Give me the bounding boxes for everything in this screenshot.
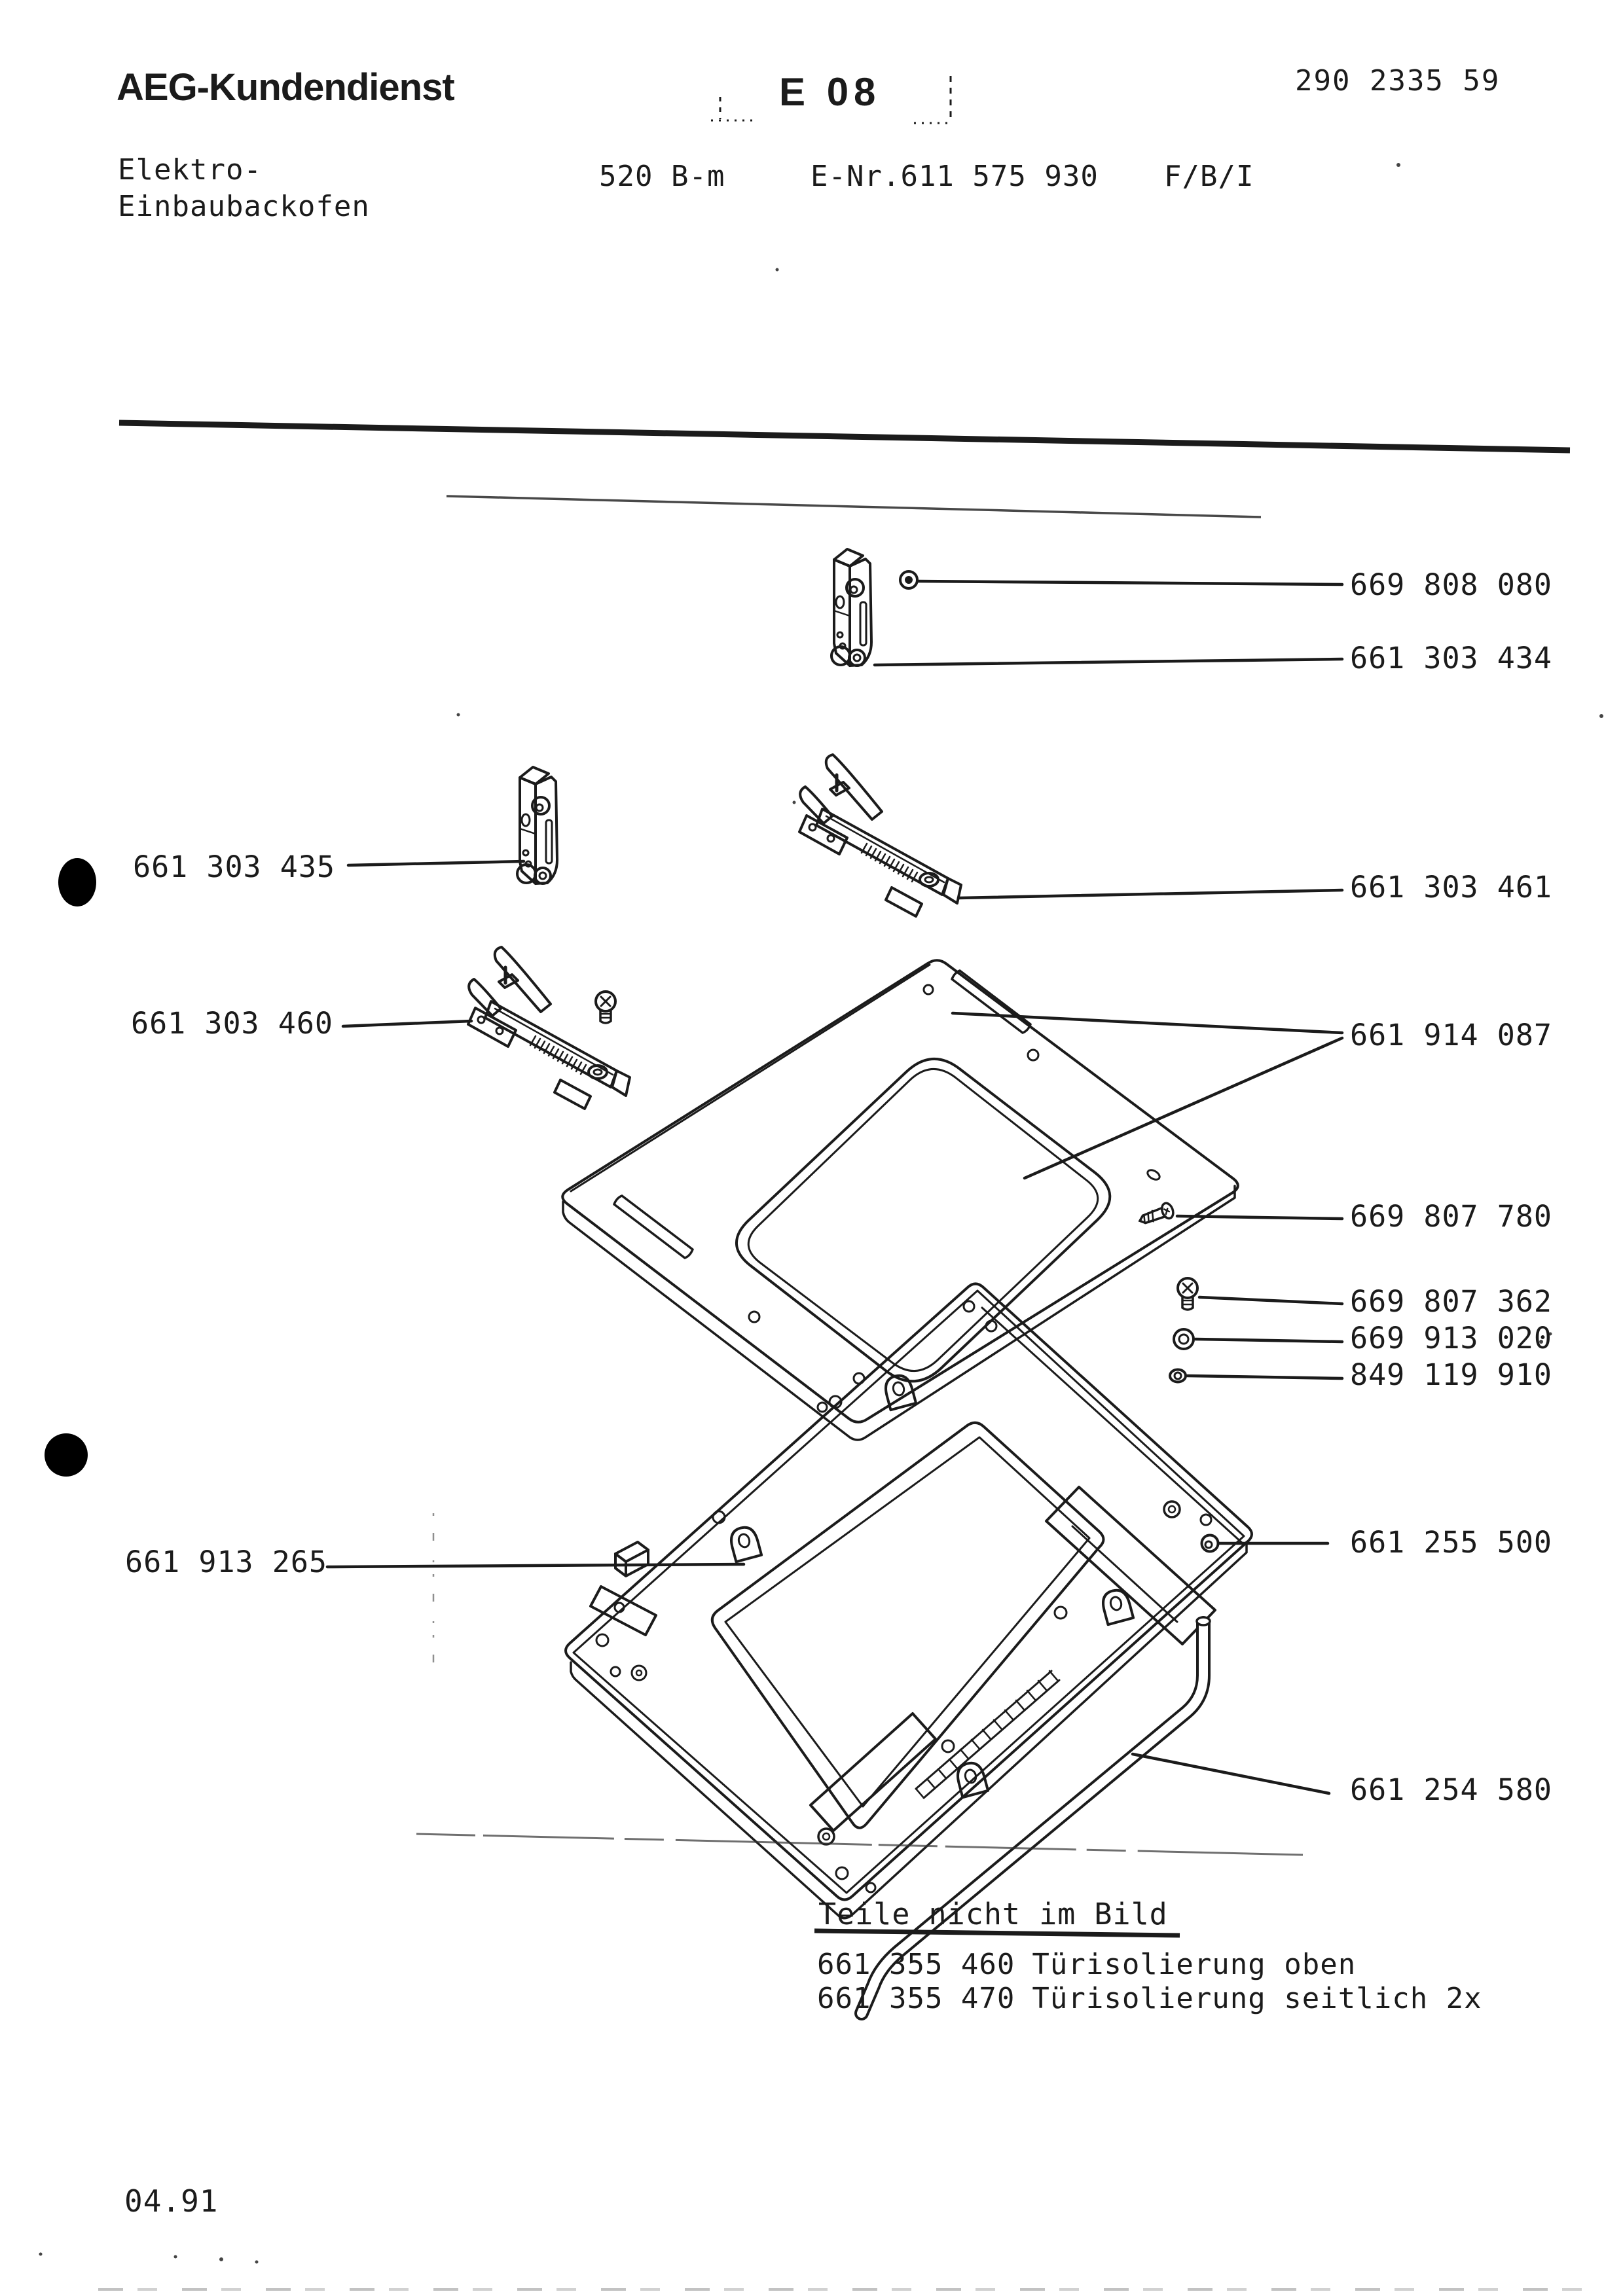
hinge-pocket-right [1046, 1487, 1215, 1644]
leader-661303461 [958, 890, 1342, 898]
window-frame-outer [737, 1059, 1110, 1381]
mounting-tab [1100, 1587, 1133, 1624]
brand-title: AEG-Kundendienst [117, 66, 454, 109]
leader-669807362 [1199, 1297, 1342, 1304]
seal-hatch-ticks [916, 1671, 1057, 1798]
hinge-arm-right [799, 755, 961, 916]
screw-icon-669807780 [1137, 1202, 1175, 1229]
part-label: 661 254 580 [1350, 1772, 1553, 1807]
country-codes: F/B/I [1164, 160, 1254, 193]
part-label: 661 255 500 [1350, 1525, 1553, 1560]
nut-icon-661255500 [1202, 1535, 1218, 1552]
part-label: 849 119 910 [1350, 1357, 1553, 1392]
hinge-pocket-bottom [811, 1713, 936, 1892]
door-outer-panel [562, 960, 1238, 1440]
not-in-picture-title: Teile nicht im Bild [818, 1897, 1168, 1931]
panel-slot-hole [1146, 1168, 1161, 1181]
part-label: 669 807 780 [1350, 1199, 1553, 1234]
np-part-description: Türisolierung oben [1032, 1948, 1357, 1981]
frame-hole [964, 1301, 974, 1312]
leader-669808080 [918, 581, 1342, 584]
rod-end-cap [1197, 1617, 1210, 1625]
leader-849119910 [1188, 1376, 1342, 1378]
not-in-picture-item [817, 1982, 1482, 2015]
page-code: E 08 [779, 70, 881, 114]
hinge-bracket-top [831, 549, 871, 666]
part-label: 661 303 434 [1350, 641, 1553, 675]
panel-thickness-edge [563, 1186, 1235, 1440]
frame-outline [566, 1284, 1252, 1900]
screw-icon-hinge [596, 992, 615, 1023]
latch-block [591, 1542, 656, 1680]
washer-icon-849119910 [1170, 1370, 1186, 1382]
header-rule-thin [447, 496, 1261, 517]
rivet-icon [900, 571, 917, 588]
leader-661303460 [343, 1021, 471, 1026]
part-label: 661 303 460 [131, 1006, 334, 1041]
glass-opening-outer [712, 1423, 1104, 1828]
panel-hole [818, 1403, 827, 1412]
hinge-bracket-left [517, 767, 557, 884]
frame-thickness-edge [571, 1542, 1247, 1918]
edition-date: 04.91 [124, 2183, 219, 2219]
punch-hole-bottom [45, 1433, 88, 1477]
model-number: 520 B-m [599, 160, 725, 193]
np-part-number: 661 355 470 [817, 1982, 1015, 2015]
part-label: 661 913 265 [125, 1545, 328, 1579]
header-rules [119, 423, 1570, 517]
frame-hole [1055, 1607, 1067, 1619]
part-label: 669 808 080 [1350, 567, 1553, 602]
mounting-tab [728, 1524, 761, 1562]
not-in-picture-underline [814, 1931, 1180, 1935]
part-label: 669 913 020 [1350, 1321, 1553, 1355]
leader-661303435 [348, 861, 524, 865]
part-label: 661 914 087 [1350, 1018, 1553, 1052]
part-label: 661 303 435 [133, 850, 336, 884]
not-in-picture-item [817, 1948, 1356, 1981]
leader-661303434 [875, 659, 1342, 665]
panel-fold-line [571, 965, 930, 1191]
part-label: 669 807 362 [1350, 1284, 1553, 1319]
e-number: E-Nr.611 575 930 [811, 160, 1099, 193]
frame-border-line [982, 1308, 1243, 1543]
punch-hole-top [58, 858, 96, 906]
leader-lines [327, 581, 1342, 1793]
header-rule-thick [119, 423, 1570, 450]
panel-outline [562, 960, 1238, 1422]
leader-661254580 [1133, 1754, 1329, 1793]
scan-edge-artifact [98, 2288, 1591, 2291]
np-part-number: 661 355 460 [817, 1948, 1015, 1981]
part-label: 661 303 461 [1350, 870, 1553, 905]
screw-icon-669807362 [1178, 1278, 1197, 1310]
np-part-description: Türisolierung seitlich 2x [1032, 1982, 1482, 2015]
crop-marks [711, 76, 952, 123]
leader-661913265 [327, 1564, 744, 1567]
door-inner-frame [566, 1284, 1252, 1918]
washer-icon-669913020 [1174, 1329, 1194, 1349]
leader-669913020 [1195, 1339, 1342, 1342]
document-number: 290 2335 59 [1295, 64, 1501, 98]
panel-hole [749, 1312, 759, 1322]
panel-hole [1028, 1050, 1038, 1060]
hinge-arm-left [468, 947, 630, 1109]
panel-hole [924, 985, 933, 994]
frame-hole [942, 1740, 954, 1752]
vent-slot-top [952, 971, 1030, 1033]
appliance-type-line2: Einbaubackofen [118, 190, 370, 223]
appliance-type-line1: Elektro- [118, 153, 262, 187]
scan-line-bottom [416, 1834, 1303, 1855]
